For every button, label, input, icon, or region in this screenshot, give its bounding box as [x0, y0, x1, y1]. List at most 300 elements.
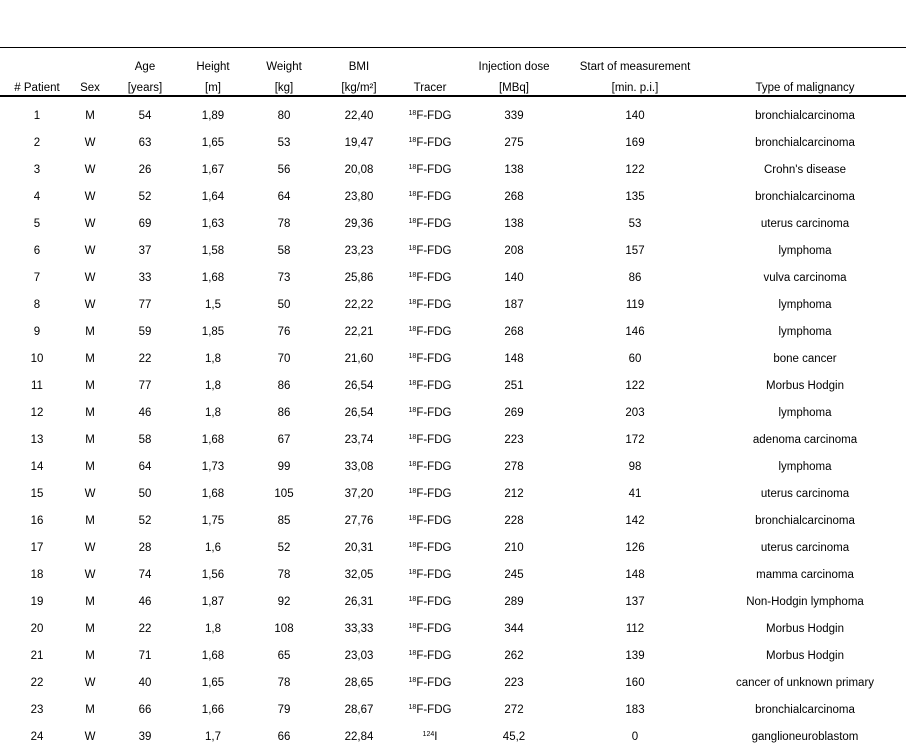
cell-age: 58	[138, 434, 152, 446]
cell-sex: M	[85, 650, 95, 662]
cell-tracer	[398, 160, 462, 180]
cell-patient: 19	[30, 596, 44, 608]
cell-patient: 11	[31, 380, 43, 392]
cell-weight: 56	[277, 164, 291, 176]
header-weight-unit: [kg]	[274, 82, 294, 94]
cell-sex: M	[85, 461, 95, 473]
tracer-name: F-FDG	[416, 569, 452, 581]
cell-tracer	[398, 484, 462, 504]
cell-weight: 78	[277, 569, 291, 581]
cell-height: 1,87	[201, 596, 225, 608]
cell-dose: 268	[504, 191, 524, 203]
cell-bmi: 22,40	[344, 110, 374, 122]
cell-sex: W	[84, 137, 96, 149]
cell-sex: W	[84, 677, 96, 689]
cell-patient: 14	[30, 461, 44, 473]
cell-sex: M	[85, 704, 95, 716]
cell-dose: 344	[504, 623, 524, 635]
cell-height: 1,58	[201, 245, 225, 257]
tracer-isotope-mass: 18	[408, 299, 417, 306]
cell-patient: 17	[30, 542, 44, 554]
cell-height: 1,8	[205, 353, 221, 365]
cell-sex: W	[84, 488, 96, 500]
cell-type: Crohn's disease	[763, 164, 847, 176]
cell-tracer	[398, 403, 462, 423]
table-top-rule	[0, 47, 906, 48]
cell-height: 1,8	[205, 407, 221, 419]
cell-bmi: 22,84	[344, 731, 374, 743]
table-row	[0, 538, 906, 565]
tracer-name: F-FDG	[416, 623, 452, 635]
cell-bmi: 19,47	[344, 137, 374, 149]
cell-bmi: 27,76	[344, 515, 374, 527]
cell-age: 22	[138, 353, 152, 365]
cell-sex: M	[85, 110, 95, 122]
cell-bmi: 26,54	[344, 380, 374, 392]
cell-type: bronchialcarcinoma	[755, 137, 855, 149]
cell-height: 1,67	[201, 164, 225, 176]
cell-sex: M	[85, 515, 95, 527]
cell-tracer	[398, 376, 462, 396]
header-bmi-unit: [kg/m²]	[341, 82, 377, 94]
cell-patient: 22	[30, 677, 44, 689]
cell-tracer	[398, 457, 462, 477]
cell-sex: M	[85, 596, 95, 608]
cell-tracer	[398, 700, 462, 720]
table-row	[0, 484, 906, 511]
cell-type: cancer of unknown primary	[735, 677, 875, 689]
table-row	[0, 511, 906, 538]
cell-type: bronchialcarcinoma	[755, 191, 855, 203]
cell-age: 64	[138, 461, 152, 473]
tracer-name: F-FDG	[416, 137, 452, 149]
cell-dose: 210	[504, 542, 524, 554]
cell-start: 142	[625, 515, 645, 527]
cell-weight: 105	[274, 488, 294, 500]
cell-bmi: 22,21	[344, 326, 374, 338]
cell-patient: 23	[30, 704, 44, 716]
cell-weight: 52	[277, 542, 291, 554]
cell-age: 77	[138, 380, 152, 392]
tracer-isotope-mass: 18	[408, 596, 417, 603]
cell-sex: W	[84, 245, 96, 257]
cell-tracer	[398, 727, 462, 747]
cell-patient: 5	[33, 218, 41, 230]
cell-sex: M	[85, 326, 95, 338]
cell-sex: W	[84, 191, 96, 203]
header-age: Age	[134, 61, 156, 73]
cell-bmi: 29,36	[344, 218, 374, 230]
cell-sex: W	[84, 731, 96, 743]
table-row	[0, 700, 906, 727]
cell-type: bone cancer	[773, 353, 837, 365]
tracer-isotope-mass: 18	[408, 434, 417, 441]
cell-bmi: 37,20	[344, 488, 374, 500]
cell-weight: 108	[274, 623, 294, 635]
cell-weight: 80	[277, 110, 291, 122]
cell-sex: M	[85, 407, 95, 419]
cell-height: 1,64	[201, 191, 225, 203]
cell-type: lymphoma	[778, 326, 832, 338]
tracer-name: F-FDG	[416, 245, 452, 257]
cell-type: uterus carcinoma	[760, 542, 850, 554]
cell-patient: 18	[30, 569, 44, 581]
tracer-isotope-mass: 18	[408, 245, 417, 252]
header-bmi: BMI	[348, 61, 370, 73]
cell-patient: 1	[33, 110, 41, 122]
cell-dose: 45,2	[502, 731, 526, 743]
tracer-isotope-mass: 18	[408, 461, 417, 468]
cell-sex: W	[84, 569, 96, 581]
table-row	[0, 646, 906, 673]
table-row	[0, 565, 906, 592]
cell-tracer	[398, 619, 462, 639]
cell-height: 1,63	[201, 218, 225, 230]
cell-type: Non-Hodgin lymphoma	[746, 596, 864, 608]
tracer-name: F-FDG	[416, 164, 452, 176]
cell-start: 126	[625, 542, 645, 554]
header-tracer: Tracer	[413, 82, 447, 94]
cell-age: 66	[138, 704, 152, 716]
cell-dose: 278	[504, 461, 524, 473]
cell-dose: 245	[504, 569, 524, 581]
cell-start: 41	[628, 488, 642, 500]
cell-bmi: 33,33	[344, 623, 374, 635]
cell-bmi: 28,65	[344, 677, 374, 689]
cell-tracer	[398, 214, 462, 234]
header-age-unit: [years]	[127, 82, 163, 94]
table-row	[0, 322, 906, 349]
cell-age: 26	[138, 164, 152, 176]
cell-age: 46	[138, 596, 152, 608]
cell-bmi: 23,03	[344, 650, 374, 662]
tracer-name: F-FDG	[416, 677, 452, 689]
cell-age: 52	[138, 515, 152, 527]
cell-age: 46	[138, 407, 152, 419]
cell-weight: 58	[277, 245, 291, 257]
cell-dose: 223	[504, 677, 524, 689]
cell-type: adenoma carcinoma	[752, 434, 858, 446]
cell-sex: M	[85, 380, 95, 392]
table-row	[0, 295, 906, 322]
header-height-unit: [m]	[205, 82, 221, 94]
cell-patient: 13	[30, 434, 44, 446]
cell-type: vulva carcinoma	[763, 272, 847, 284]
cell-dose: 251	[504, 380, 524, 392]
cell-weight: 78	[277, 218, 291, 230]
cell-dose: 138	[504, 164, 524, 176]
tracer-isotope-mass: 18	[408, 650, 417, 657]
cell-bmi: 23,74	[344, 434, 374, 446]
cell-start: 146	[625, 326, 645, 338]
cell-bmi: 21,60	[344, 353, 374, 365]
cell-start: 183	[625, 704, 645, 716]
tracer-isotope-mass: 18	[408, 110, 417, 117]
cell-type: lymphoma	[778, 461, 832, 473]
cell-patient: 20	[30, 623, 44, 635]
cell-tracer	[398, 106, 462, 126]
cell-height: 1,8	[205, 380, 221, 392]
cell-patient: 2	[33, 137, 41, 149]
cell-sex: W	[84, 164, 96, 176]
cell-tracer	[398, 133, 462, 153]
header-dose-unit: [MBq]	[498, 82, 530, 94]
tracer-isotope-mass: 18	[408, 569, 417, 576]
tracer-isotope-mass: 18	[408, 515, 417, 522]
cell-tracer	[398, 646, 462, 666]
cell-height: 1,68	[201, 650, 225, 662]
cell-tracer	[398, 673, 462, 693]
table-row	[0, 160, 906, 187]
cell-height: 1,73	[201, 461, 225, 473]
cell-tracer	[398, 268, 462, 288]
cell-age: 69	[138, 218, 152, 230]
cell-tracer	[398, 511, 462, 531]
tracer-name: F-FDG	[416, 515, 452, 527]
cell-age: 63	[138, 137, 152, 149]
cell-patient: 10	[30, 353, 44, 365]
cell-start: 53	[628, 218, 642, 230]
header-dose: Injection dose	[478, 61, 550, 73]
cell-patient: 12	[30, 407, 44, 419]
tracer-isotope-mass: 18	[408, 542, 417, 549]
table-header-rule	[0, 95, 906, 97]
cell-start: 203	[625, 407, 645, 419]
cell-weight: 78	[277, 677, 291, 689]
cell-type: mamma carcinoma	[756, 569, 854, 581]
cell-weight: 85	[277, 515, 291, 527]
cell-sex: W	[84, 218, 96, 230]
tracer-isotope-mass: 18	[408, 164, 417, 171]
cell-bmi: 26,31	[344, 596, 374, 608]
header-start: Start of measurement	[579, 61, 691, 73]
table-row	[0, 214, 906, 241]
cell-patient: 16	[30, 515, 44, 527]
cell-start: 169	[625, 137, 645, 149]
cell-weight: 70	[277, 353, 291, 365]
cell-sex: W	[84, 542, 96, 554]
header-sex: Sex	[80, 82, 100, 94]
cell-start: 122	[625, 164, 645, 176]
tracer-isotope-mass: 18	[408, 488, 417, 495]
cell-patient: 8	[33, 299, 41, 311]
cell-sex: M	[85, 353, 95, 365]
cell-start: 160	[625, 677, 645, 689]
cell-type: bronchialcarcinoma	[755, 515, 855, 527]
cell-dose: 289	[504, 596, 524, 608]
cell-bmi: 20,31	[344, 542, 374, 554]
tracer-isotope-mass: 18	[408, 326, 417, 333]
cell-age: 74	[138, 569, 152, 581]
header-start-unit: [min. p.i.]	[611, 82, 659, 94]
cell-type: Morbus Hodgin	[766, 623, 844, 635]
table-row	[0, 349, 906, 376]
cell-start: 112	[625, 623, 645, 635]
cell-tracer	[398, 241, 462, 261]
cell-sex: M	[85, 623, 95, 635]
header-height: Height	[196, 61, 230, 73]
cell-start: 172	[625, 434, 645, 446]
cell-start: 122	[625, 380, 645, 392]
cell-patient: 9	[33, 326, 41, 338]
cell-height: 1,68	[201, 434, 225, 446]
cell-bmi: 23,80	[344, 191, 374, 203]
header-patient: # Patient	[14, 82, 60, 94]
table-row	[0, 106, 906, 133]
tracer-name: F-FDG	[416, 218, 452, 230]
tracer-isotope-mass: 18	[408, 218, 417, 225]
cell-bmi: 22,22	[344, 299, 374, 311]
cell-weight: 99	[277, 461, 291, 473]
cell-bmi: 23,23	[344, 245, 374, 257]
cell-tracer	[398, 349, 462, 369]
header-row-1	[0, 59, 906, 75]
cell-weight: 86	[277, 380, 291, 392]
tracer-name: F-FDG	[416, 380, 452, 392]
cell-bmi: 26,54	[344, 407, 374, 419]
cell-age: 54	[138, 110, 152, 122]
cell-age: 33	[138, 272, 152, 284]
cell-start: 140	[625, 110, 645, 122]
cell-age: 28	[138, 542, 152, 554]
tracer-name: F-FDG	[416, 272, 452, 284]
cell-weight: 76	[277, 326, 291, 338]
cell-height: 1,89	[201, 110, 225, 122]
tracer-name: F-FDG	[416, 461, 452, 473]
header-row-2	[0, 80, 906, 96]
table-row	[0, 187, 906, 214]
cell-weight: 73	[277, 272, 291, 284]
cell-height: 1,56	[201, 569, 225, 581]
cell-age: 39	[138, 731, 152, 743]
cell-dose: 228	[504, 515, 524, 527]
cell-start: 137	[625, 596, 645, 608]
cell-weight: 64	[277, 191, 291, 203]
cell-start: 98	[628, 461, 642, 473]
cell-bmi: 33,08	[344, 461, 374, 473]
cell-type: bronchialcarcinoma	[755, 704, 855, 716]
table-row	[0, 268, 906, 295]
cell-start: 139	[625, 650, 645, 662]
cell-type: ganglioneuroblastom	[751, 731, 859, 743]
cell-age: 37	[138, 245, 152, 257]
cell-sex: W	[84, 272, 96, 284]
cell-age: 50	[138, 488, 152, 500]
cell-start: 86	[628, 272, 642, 284]
cell-dose: 212	[504, 488, 524, 500]
cell-weight: 66	[277, 731, 291, 743]
cell-age: 59	[138, 326, 152, 338]
cell-height: 1,68	[201, 272, 225, 284]
cell-height: 1,65	[201, 137, 225, 149]
cell-patient: 6	[33, 245, 41, 257]
tracer-name: F-FDG	[416, 434, 452, 446]
tracer-name: F-FDG	[416, 191, 452, 203]
cell-height: 1,5	[205, 299, 221, 311]
table-row	[0, 403, 906, 430]
cell-tracer	[398, 538, 462, 558]
cell-dose: 268	[504, 326, 524, 338]
tracer-isotope-mass: 18	[408, 272, 417, 279]
cell-start: 157	[625, 245, 645, 257]
cell-height: 1,6	[205, 542, 221, 554]
table-row	[0, 430, 906, 457]
cell-patient: 3	[33, 164, 41, 176]
cell-weight: 53	[277, 137, 291, 149]
cell-age: 71	[138, 650, 152, 662]
cell-sex: M	[85, 434, 95, 446]
cell-patient: 4	[33, 191, 41, 203]
tracer-name: F-FDG	[416, 542, 452, 554]
cell-type: lymphoma	[778, 299, 832, 311]
cell-tracer	[398, 322, 462, 342]
table-row	[0, 457, 906, 484]
cell-dose: 339	[504, 110, 524, 122]
tracer-name: F-FDG	[416, 704, 452, 716]
cell-type: bronchialcarcinoma	[755, 110, 855, 122]
table-row	[0, 133, 906, 160]
cell-weight: 86	[277, 407, 291, 419]
cell-start: 119	[625, 299, 645, 311]
tracer-isotope-mass: 18	[408, 191, 417, 198]
table-row	[0, 241, 906, 268]
tracer-isotope-mass: 124	[422, 731, 435, 738]
cell-type: uterus carcinoma	[760, 488, 850, 500]
tracer-name: F-FDG	[416, 326, 452, 338]
cell-weight: 50	[277, 299, 291, 311]
cell-weight: 92	[277, 596, 291, 608]
tracer-isotope-mass: 18	[408, 623, 417, 630]
tracer-isotope-mass: 18	[408, 677, 417, 684]
cell-bmi: 25,86	[344, 272, 374, 284]
cell-type: lymphoma	[778, 407, 832, 419]
tracer-isotope-mass: 18	[408, 353, 417, 360]
table-row	[0, 673, 906, 700]
cell-dose: 208	[504, 245, 524, 257]
cell-height: 1,68	[201, 488, 225, 500]
tracer-name: I	[434, 731, 438, 743]
cell-age: 40	[138, 677, 152, 689]
cell-sex: W	[84, 299, 96, 311]
tracer-name: F-FDG	[416, 596, 452, 608]
cell-patient: 21	[30, 650, 44, 662]
tracer-name: F-FDG	[416, 299, 452, 311]
table-body	[0, 106, 906, 754]
cell-bmi: 20,08	[344, 164, 374, 176]
cell-height: 1,8	[205, 623, 221, 635]
cell-tracer	[398, 295, 462, 315]
tracer-isotope-mass: 18	[408, 704, 417, 711]
cell-tracer	[398, 430, 462, 450]
cell-age: 22	[138, 623, 152, 635]
tracer-isotope-mass: 18	[408, 380, 417, 387]
header-type: Type of malignancy	[755, 82, 855, 94]
cell-height: 1,65	[201, 677, 225, 689]
tracer-name: F-FDG	[416, 110, 452, 122]
cell-start: 0	[631, 731, 639, 743]
cell-tracer	[398, 187, 462, 207]
cell-height: 1,7	[205, 731, 221, 743]
cell-start: 60	[628, 353, 642, 365]
cell-type: uterus carcinoma	[760, 218, 850, 230]
tracer-isotope-mass: 18	[408, 407, 417, 414]
cell-patient: 7	[33, 272, 41, 284]
tracer-isotope-mass: 18	[408, 137, 417, 144]
table-row	[0, 619, 906, 646]
cell-dose: 275	[504, 137, 524, 149]
table-row	[0, 727, 906, 754]
cell-dose: 140	[504, 272, 524, 284]
